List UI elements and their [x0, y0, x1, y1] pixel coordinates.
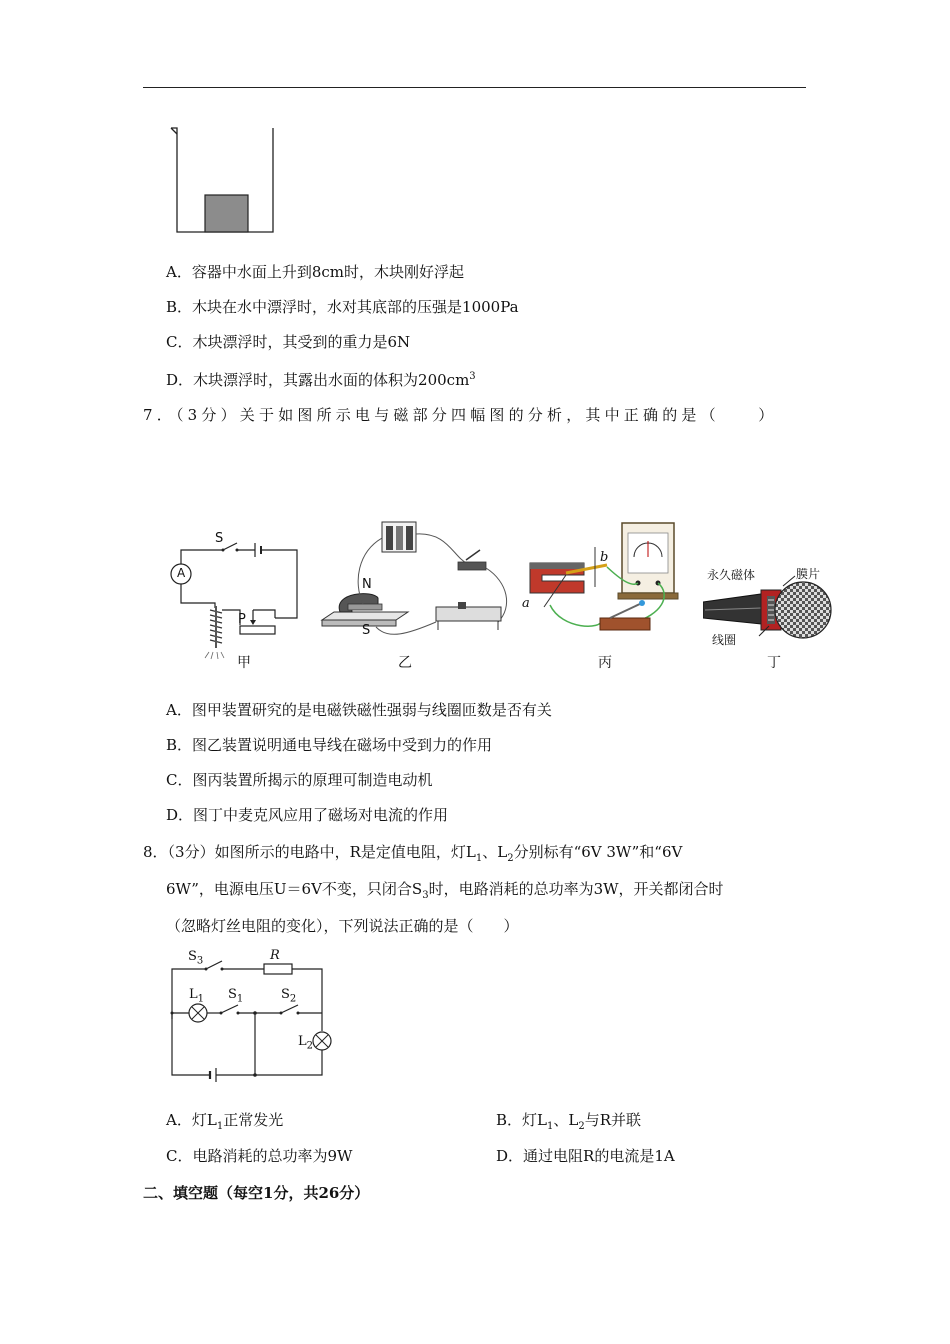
fig-yi-south-label: S: [362, 623, 371, 638]
fig-jia-slider-label: P: [238, 612, 246, 627]
fig-ding-diaphragm-label: 膜片: [796, 567, 821, 581]
q8-stem-line1: 8．（3分）如图所示的电路中，R是定值电阻，灯$L_1$、$L_2$分别标有“6V 3W”和“6V: [143, 843, 683, 864]
resistor-r-icon: [264, 964, 292, 974]
figure-label-bing: 丙: [598, 655, 612, 671]
battery-icon: [210, 1068, 216, 1082]
circuit-r-label: R: [270, 948, 280, 963]
fig-bing-b-label: b: [600, 550, 609, 565]
battery-icon: [382, 522, 416, 552]
q8-stem-line2: 6W”，电源电压U＝6V不变，只闭合$S_3$时，电路消耗的总功率为3W，开关都闭合时: [166, 880, 724, 901]
lamp-l2-icon: [313, 1032, 331, 1050]
fig-jia-ammeter-label: A: [177, 566, 186, 580]
wood-block: [205, 195, 248, 232]
q8-option-a[interactable]: A．灯$L_1$正常发光: [166, 1111, 284, 1132]
figure-yi: [318, 512, 518, 647]
fig-ding-coil-label: 线圈: [712, 633, 737, 647]
q7-option-c[interactable]: C．图丙装置所揭示的原理可制造电动机: [166, 771, 433, 789]
figure-label-yi: 乙: [398, 655, 412, 671]
q6-option-b[interactable]: B．木块在水中漂浮时，水对其底部的压强是1000Pa: [166, 298, 519, 316]
q7-option-b[interactable]: B．图乙装置说明通电导线在磁场中受到力的作用: [166, 736, 493, 754]
q6-option-a[interactable]: A．容器中水面上升到8cm时，木块刚好浮起: [166, 263, 465, 281]
q7-option-a[interactable]: A．图甲装置研究的是电磁铁磁性强弱与线圈匝数是否有关: [166, 701, 552, 719]
q8-circuit-diagram: [166, 955, 341, 1085]
figure-jia: [165, 528, 305, 663]
q8-option-b[interactable]: B．灯$L_1$、$L_2$与R并联: [496, 1111, 642, 1132]
fig-yi-north-label: N: [362, 577, 372, 592]
circuit-l2-label: $L_2$: [298, 1034, 314, 1052]
microphone-head-icon: [775, 582, 831, 638]
circuit-s2-label: $S_2$: [281, 987, 297, 1005]
fig-ding-magnet-label: 永久磁体: [707, 568, 756, 582]
figure-label-jia: 甲: [237, 655, 251, 671]
lamp-l1-icon: [189, 1004, 207, 1022]
galvanometer-icon: [618, 523, 678, 599]
figure-label-ding: 丁: [767, 655, 781, 671]
container-figure: [165, 122, 280, 237]
figure-bing: [522, 515, 702, 645]
q7-stem: 7．（3分）关于如图所示电与磁部分四幅图的分析，其中正确的是（ ）: [143, 406, 778, 424]
header-rule: [143, 87, 806, 88]
circuit-s1-label: $S_1$: [228, 987, 244, 1005]
q8-option-c[interactable]: C．电路消耗的总功率为9W: [166, 1147, 353, 1165]
q6-option-d[interactable]: D．木块漂浮时，其露出水面的体积为$200cm^3$: [166, 371, 476, 389]
q8-stem-line3: （忽略灯丝电阻的变化），下列说法正确的是（ ）: [166, 917, 519, 935]
q7-option-d[interactable]: D．图丁中麦克风应用了磁场对电流的作用: [166, 806, 449, 824]
rheostat-icon: [240, 626, 275, 634]
q6-option-c[interactable]: C．木块漂浮时，其受到的重力是6N: [166, 333, 411, 351]
fig-bing-a-label: a: [522, 596, 530, 611]
fig-jia-switch-label: S: [215, 531, 224, 546]
circuit-s3-label: $S_3$: [188, 949, 204, 967]
section-2-heading: 二、填空题（每空1分，共26分）: [143, 1184, 370, 1202]
circuit-l1-label: $L_1$: [189, 987, 205, 1005]
q8-option-d[interactable]: D．通过电阻R的电流是1A: [496, 1147, 675, 1165]
